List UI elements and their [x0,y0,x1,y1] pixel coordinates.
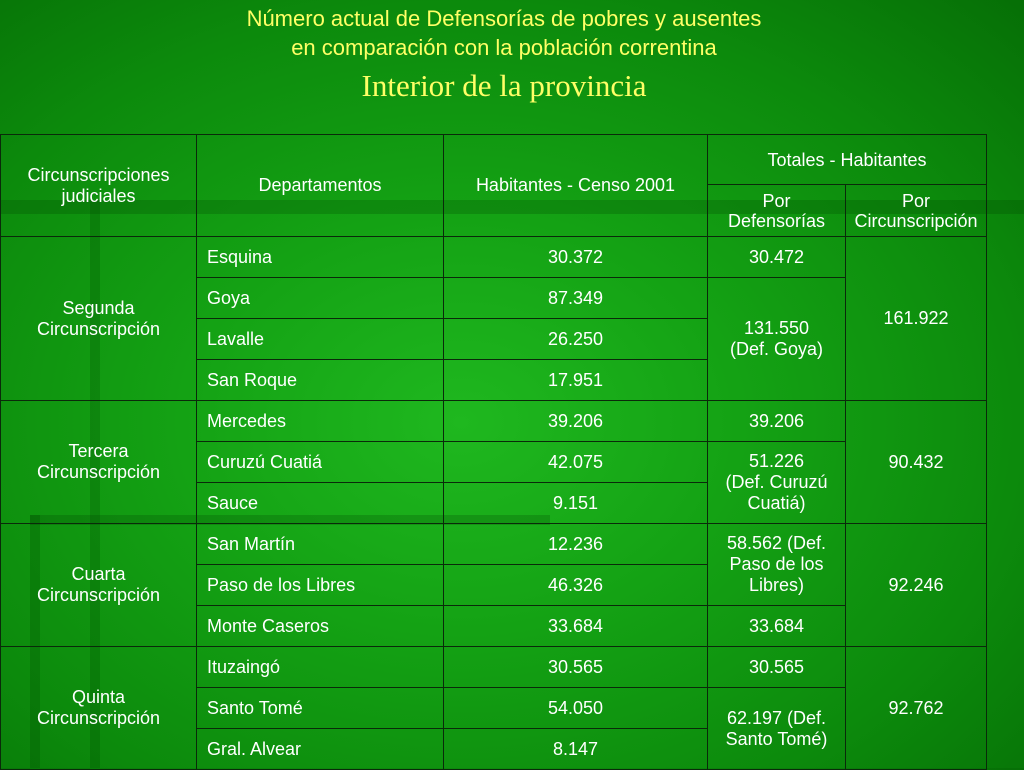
header-por-defensorias-line-1: Por [762,190,791,211]
circunscripcion-total-cell: 161.922 [846,237,987,401]
departamento-cell: Lavalle [197,319,444,360]
header-por-circunscripcion [846,185,987,237]
circunscripcion-name-line-2: Circunscripción [36,318,161,339]
circunscripcion-name-line-2: Circunscripción [36,585,161,605]
slide-subtitle: Interior de la provincia [361,68,647,103]
population-table [0,134,987,770]
habitantes-cell: 8.147 [444,729,708,770]
habitantes-cell: 54.050 [444,688,708,729]
circunscripcion-name-line-2: Circunscripción [36,708,161,728]
defensoria-total-line-2: Santo Tomé) [725,728,828,749]
defensoria-total-line-3: Cuatiá) [747,493,806,513]
circunscripcion-name-line-1: Tercera [68,441,129,461]
departamento-cell: Curuzú Cuatiá [197,442,444,483]
departamento-cell: Gral. Alvear [197,729,444,770]
habitantes-cell: 9.151 [444,483,708,524]
slide-title-line-1: Número actual de Defensorías de pobres y ausentes [246,6,762,31]
habitantes-cell: 42.075 [444,442,708,483]
departamento-cell: Santo Tomé [197,688,444,729]
defensoria-total-line-2: Paso de los [729,554,824,574]
circunscripcion-total-cell: 92.246 [846,524,987,647]
defensoria-total-cell: 30.565 [708,647,846,688]
habitantes-cell: 46.326 [444,565,708,606]
header-departamentos: Departamentos [197,135,444,237]
header-circunscripciones-line-2: judiciales [61,185,136,206]
departamento-cell: Sauce [197,483,444,524]
habitantes-cell: 33.684 [444,606,708,647]
habitantes-cell: 26.250 [444,319,708,360]
departamento-cell: Ituzaingó [197,647,444,688]
departamento-cell: Paso de los Libres [197,565,444,606]
defensoria-total-line-1: 131.550 [743,318,810,338]
header-por-defensorias-line-2: Defensorías [727,210,826,231]
departamento-cell: San Martín [197,524,444,565]
circunscripcion-cell [1,401,197,524]
header-habitantes: Habitantes - Censo 2001 [444,135,708,237]
habitantes-cell: 30.565 [444,647,708,688]
habitantes-cell: 17.951 [444,360,708,401]
circunscripcion-cell [1,524,197,647]
header-circunscripciones [1,135,197,237]
defensoria-total-line-1: 58.562 (Def. [726,533,827,553]
departamento-cell: Monte Caseros [197,606,444,647]
header-totales: Totales - Habitantes [708,135,987,185]
table-row [1,647,987,688]
defensoria-total-line-2: (Def. Curuzú [725,472,828,492]
habitantes-cell: 87.349 [444,278,708,319]
circunscripcion-total-cell: 92.762 [846,647,987,770]
defensoria-total-line-2: (Def. Goya) [729,339,824,359]
defensoria-total-cell [708,688,846,770]
defensoria-total-line-1: 62.197 (Def. [726,707,827,728]
defensoria-total-cell: 33.684 [708,606,846,647]
defensoria-total-cell [708,524,846,606]
departamento-cell: Goya [197,278,444,319]
table-row [1,401,987,442]
circunscripcion-name-line-2: Circunscripción [36,462,161,482]
defensoria-total-cell: 30.472 [708,237,846,278]
departamento-cell: Mercedes [197,401,444,442]
header-por-circunscripcion-line-2: Circunscripción [854,210,978,231]
habitantes-cell: 39.206 [444,401,708,442]
habitantes-cell: 30.372 [444,237,708,278]
defensoria-total-line-3: Libres) [748,575,805,595]
circunscripcion-name-line-1: Segunda [62,297,135,318]
header-por-circunscripcion-line-1: Por [901,190,930,211]
slide-title-line-2: en comparación con la población correntina [291,35,717,60]
habitantes-cell: 12.236 [444,524,708,565]
defensoria-total-cell [708,442,846,524]
circunscripcion-name-line-1: Quinta [71,687,126,707]
circunscripcion-cell [1,647,197,770]
header-circunscripciones-line-1: Circunscripciones [27,164,170,185]
defensoria-total-line-1: 51.226 [748,451,805,471]
departamento-cell: San Roque [197,360,444,401]
circunscripcion-name-line-1: Cuarta [71,564,126,584]
table-row [1,237,987,278]
header-por-defensorias [708,185,846,237]
circunscripcion-cell [1,237,197,401]
defensoria-total-cell [708,278,846,401]
slide-titles [0,4,1008,104]
table-row [1,524,987,565]
departamento-cell: Esquina [197,237,444,278]
defensoria-total-cell: 39.206 [708,401,846,442]
circunscripcion-total-cell: 90.432 [846,401,987,524]
